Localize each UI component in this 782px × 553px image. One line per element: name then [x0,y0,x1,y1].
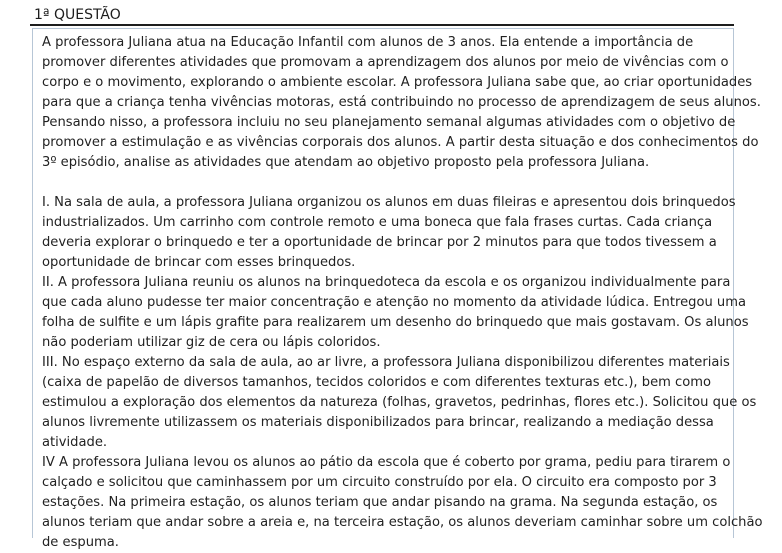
intro-line: corpo e o movimento, explorando o ambiente escolar. A professora Juliana sabe que, ao criar oportunidades [42,75,753,90]
paragraph-gap [42,173,718,193]
item-iv-line: alunos teriam que andar sobre a areia e, na terceira estação, os alunos deveriam caminhar sobre um colchão [42,515,763,530]
item-iv-line: calçado e solicitou que caminhassem por um circuito construído por ela. O circuito era composto por 3 [42,475,717,490]
item-iv-line: estações. Na primeira estação, os alunos teriam que andar pisando na grama. Na segunda estação, os [42,495,718,510]
item-iii-line: estimulou a exploração dos elementos da natureza (folhas, gravetos, pedrinhas, flores etc.). Solicitou que os [42,395,757,410]
intro-line: A professora Juliana atua na Educação Infantil com alunos de 3 anos. Ela entende a importância de [42,35,694,50]
intro-line: promover a estimulação e as vivências corporais dos alunos. A partir desta situação e dos conhecimentos do [42,135,759,150]
question-text [42,33,763,553]
intro-line: Pensando nisso, a professora incluiu no seu planejamento semanal algumas atividades com o objetivo de [42,115,736,130]
item-i-line: oportunidade de brincar com esses brinquedos. [42,255,356,270]
items-list [42,193,763,553]
item-ii-line: que cada aluno pudesse ter maior concentração e atenção no momento da atividade lúdica. Entregou uma [42,295,746,310]
item-i-line: deveria explorar o brinquedo e ter a oportunidade de brincar por 2 minutos para que todos tivessem a [42,235,717,250]
item-iii-line: (caixa de papelão de diversos tamanhos, tecidos coloridos e com diferentes texturas etc.), bem como [42,375,712,390]
item-iii-line: alunos livremente utilizassem os materiais disponibilizados para brincar, realizando a mediação dessa [42,415,714,430]
question-title: 1ª QUESTÃO [34,7,121,23]
item-iii-line: III. No espaço externo da sala de aula, ao ar livre, a professora Juliana disponibilizou diferentes materiais [42,355,730,370]
question-header [30,4,734,26]
intro-line: para que a criança tenha vivências motoras, está contribuindo no processo de aprendizagem de seus alunos. [42,95,761,110]
item-i-line: I. Na sala de aula, a professora Juliana organizou os alunos em duas fileiras e apresentou dois brinquedos [42,195,736,210]
item-i-line: industrializados. Um carrinho com controle remoto e uma boneca que fala frases curtas. Cada criança [42,215,713,230]
item-iii-line: atividade. [42,435,108,450]
item-iv-line: IV A professora Juliana levou os alunos ao pátio da escola que é coberto por grama, pediu para tirarem o [42,455,731,470]
question-body [32,28,763,550]
intro-paragraph [42,33,761,173]
item-ii-line: II. A professora Juliana reuniu os alunos na brinquedoteca da escola e os organizou individualmente para [42,275,731,290]
item-ii-line: não poderiam utilizar giz de cera ou lápis coloridos. [42,335,381,350]
item-ii-line: folha de sulfite e um lápis grafite para realizarem um desenho do brinquedo que mais gostavam. Os alunos [42,315,749,330]
item-iv-line: de espuma. [42,535,119,550]
intro-line: promover diferentes atividades que promovam a aprendizagem dos alunos por meio de vivências com o [42,55,729,70]
intro-line: 3º episódio, analise as atividades que atendam ao objetivo proposto pela professora Juliana. [42,155,650,170]
